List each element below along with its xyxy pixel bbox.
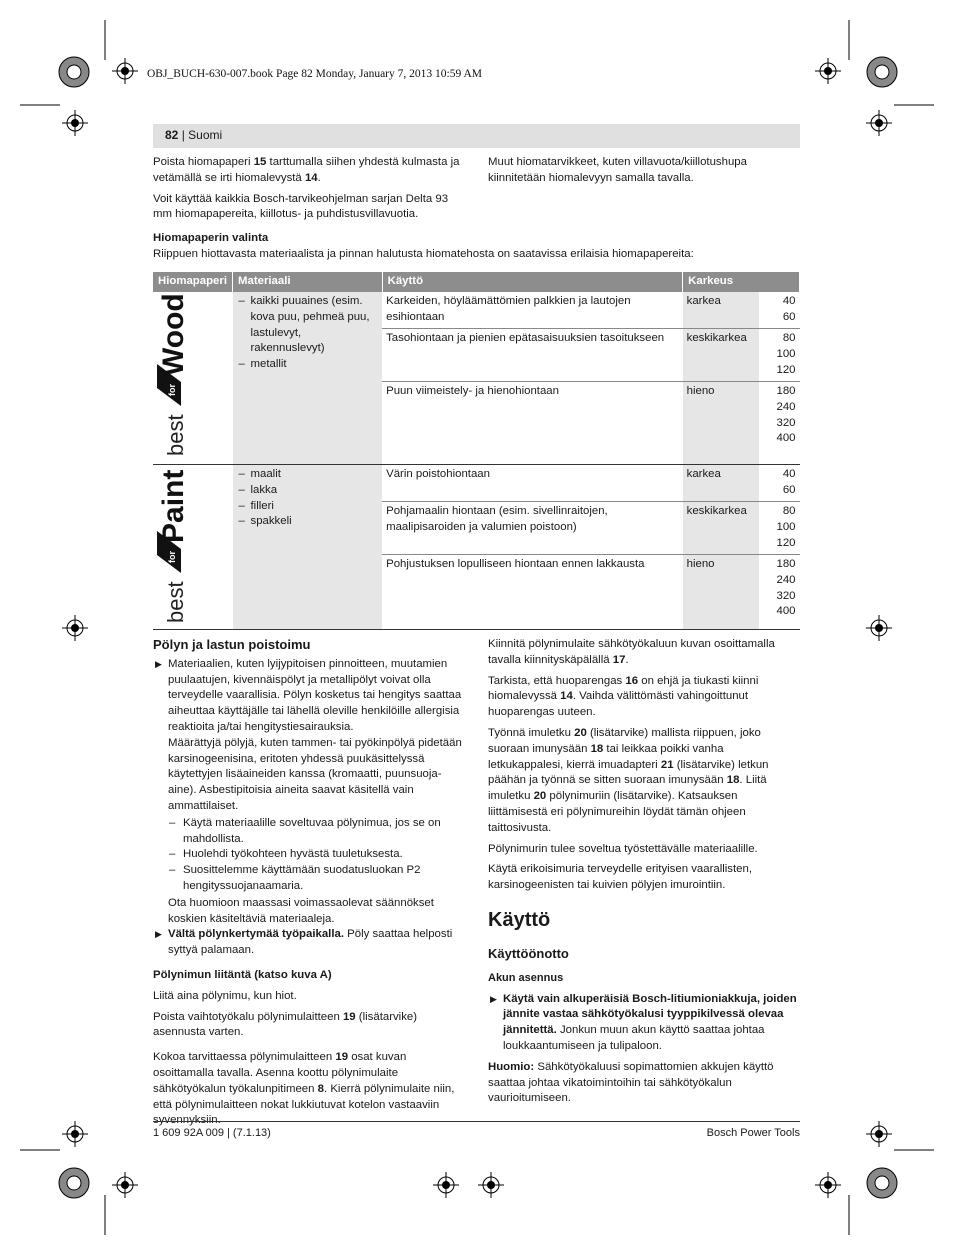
grade-cell: keskikarkea — [683, 502, 759, 555]
use-cell: Pohjustuksen lopulliseen hiontaan ennen lakkausta — [382, 555, 683, 630]
grit-cell: 80 100 120 — [759, 329, 800, 382]
table-header: Karkeus — [683, 272, 800, 292]
star-wheel-icon — [58, 1167, 90, 1199]
grit-cell: 180 240 320 400 — [759, 555, 800, 630]
materials-cell: – maalit – lakka – filleri – spakkeli — [233, 465, 383, 630]
battery-heading: Akun asennus — [488, 971, 564, 984]
section-title: Käyttö — [488, 908, 551, 931]
page-header — [153, 124, 800, 148]
registration-target-icon — [866, 110, 892, 136]
registration-target-icon — [866, 1121, 892, 1147]
grit-cell: 80 100 120 — [759, 502, 800, 555]
table-header: Käyttö — [382, 272, 683, 292]
table-row — [153, 292, 800, 329]
print-header: OBJ_BUCH-630-007.book Page 82 Monday, January 7, 2013 10:59 AM — [147, 68, 482, 80]
table-header: Materiaali — [233, 272, 383, 292]
header-separator: | — [178, 128, 189, 142]
bullet-triangle-icon: ▶ — [155, 658, 162, 669]
footer-rule — [153, 1121, 800, 1122]
page-number: 82 — [165, 128, 179, 142]
footer-doc-number: 1 609 92A 009 | (7.1.13) — [153, 1127, 271, 1139]
registration-target-icon — [62, 110, 88, 136]
grade-cell: karkea — [683, 465, 759, 502]
registration-target-icon — [62, 615, 88, 641]
grade-cell: hieno — [683, 382, 759, 465]
subsection-title: Käyttöönotto — [488, 945, 569, 961]
dust-note: Ota huomioon maassasi voimassaolevat säännökset koskien käsiteltäviä materiaaleja. — [168, 896, 434, 925]
intro-left: Poista hiomapaperi 15 tarttumalla siihen yhdestä kulmasta ja vetämällä se irti hiomalevystä 14. Voit käyttää kaikkia Bosch-tarvikeohjelman sarjan Delta 93 mm hiomapapereita, kiillotus- ja puhdistusvillavuotia. — [153, 155, 465, 228]
use-cell: Tasohiontaan ja pienien epätasaisuuksien tasoitukseen — [382, 329, 683, 382]
table-row — [153, 465, 800, 502]
best-for-wood-logo — [153, 292, 233, 465]
grade-cell: karkea — [683, 292, 759, 329]
bullet-triangle-icon: ▶ — [155, 929, 162, 940]
use-cell: Karkeiden, höyläämättömien palkkien ja lautojen esihiontaan — [382, 292, 683, 329]
grit-cell: 180 240 320 400 — [759, 382, 800, 465]
materials-cell: – kaikki puuaines (esim. kova puu, pehmeä puu, lastulevyt, rakennuslevyt) – metallit — [233, 292, 383, 465]
registration-target-icon — [112, 58, 138, 84]
grit-cell: 40 60 — [759, 465, 800, 502]
registration-target-icon — [433, 1172, 459, 1198]
left-column: Pölyn ja lastun poistoimu ▶ Materiaalien, kuten lyijypitoisen pinnoitteen, muutamien puulaatujen, kivennäispölyt ja metallipölyt voivat olla terveydelle vaarallisia. Pölyn kosketus tai hengitys saattaa aiheuttaa käyttäjälle tai lähellä oleville henkilöille allergisia reaktioita ja/tai hengitystiesairauksia. Määrättyjä pölyjä, kuten tammen- tai pyökinpölyä pidetään karsinogeenisina, eritoten yhdessä puukäsittelyssä käytettyjen lisäaineiden kanssa (kromaatti, puunsuoja-aine). Asbestipitoisia aineita saavat käsitellä vain ammattilaiset. – Käytä materiaalille soveltuvaa pölynimua, jos se on mahdollista. – Huolehdi työkohteen hyvästä tuuletuksesta. – Suosittelemme käyttämään suodatusluokan P2 hengityssuojanaamaria. Ota huomioon maassasi voimassaolevat säännökset koskien käsiteltäviä materiaaleja. ▶ Vältä pölynkertymää työpaikalla. Pöly saattaa helposti syttyä palamaan. Pölynimun liitäntä (katso kuva A) Liitä aina pölynimu, kun hiot. Poista vaihtotyökalu pölynimulaitteen 19 (lisätarvike) asennusta varten. Kokoa tarvittaessa pölynimulaitteen 19 osat kuvan osoittamalla tavalla. Asenna koottu pölynimulaite sähkötyökalun työkalunpitimeen 8. Kierrä pölynimulaite niin, että pölynimulaitteen nokat lukkiutuvat kotelon vastaaviin — [153, 637, 465, 1134]
use-cell: Värin poistohiontaan — [382, 465, 683, 502]
selection-heading: Hiomapaperin valinta — [153, 232, 269, 244]
registration-target-icon — [815, 58, 841, 84]
grade-cell: keskikarkea — [683, 329, 759, 382]
registration-target-icon — [62, 1121, 88, 1147]
dust-bullet-continued: Määrättyjä pölyjä, kuten tammen- tai pyökinpölyä pidetään karsinogeenisina, eritoten yhdessä puukäsittelyssä käytettyjen lisäaineiden kanssa (kromaatti, puunsuoja-aine). Asbestipitoisia aineita saavat käsitellä vain ammattilaiset. — [168, 736, 462, 812]
header-language: Suomi — [188, 128, 223, 142]
right-column: Kiinnitä pölynimulaite sähkötyökaluun kuvan osoittamalla tavalla kiinnityskäpälällä 17. Tarkista, että huoparengas 16 on ehjä ja tiukasti kiinni hiomalevyssä 14. Vaihda välittömästi vahingoittunut huoparengas uuteen. Työnnä imuletku 20 (lisätarvike) mallista riippuen, joko suoraan imunysään 18 tai leikkaa poikki vanha letkukappalesi, kierrä imuadapteri 21 (lisätarvike) letkun päähän ja työnnä se sitten suoraan imunysään 18. Liitä imuletku 20 pölynimuriin (lisätarvike). Katsauksen liittämisestä eri pölynimureihin löydät tämän ohjeen taittosivusta. Pölynimurin tulee soveltua työstettävälle materiaalille. Käytä erikoisimuria terveydelle erityisen vaarallisten, karsinogeenisten tai kuivien pölyjen imurointiin. Käyttö Käyttöönotto Akun asennus ▶ Käytä vain alkuperäisiä Bosch-litiumioniakkuja, joiden jännite vastaa sähkötyökalusi tyyppikilvessä olevaa jännitettä. Jonkun muun akun käyttö saattaa johtaa loukkaantumiseen ja tulipaloon. Huomio: Sähkötyökaluusi sopimattomien akkujen käyttö saattaa johtaa vikatoimintoihin tai sähkötyökalun vaurioitumiseen. — [488, 637, 800, 1112]
table-header: Hiomapaperi — [153, 272, 233, 292]
logo-for-text: for — [167, 551, 177, 563]
selection-section — [153, 231, 800, 263]
bullet-triangle-icon: ▶ — [490, 993, 497, 1004]
dust-heading: Pölyn ja lastun poistoimu — [153, 637, 311, 652]
footer-brand: Bosch Power Tools — [706, 1127, 800, 1139]
logo-for-text: for — [167, 384, 177, 396]
intro-right: Muut hiomatarvikkeet, kuten villavuota/kiillotushupa kiinnitetään hiomalevyyn samalla tavalla. — [488, 156, 747, 184]
star-wheel-icon — [866, 56, 898, 88]
intro-paragraph: Voit käyttää kaikkia Bosch-tarvikeohjelman sarjan Delta 93 mm hiomapapereita, kiillotus- ja puhdistusvillavuotia. — [153, 192, 449, 221]
table-header-row — [153, 272, 800, 292]
registration-target-icon — [478, 1172, 504, 1198]
selection-text: Riippuen hiottavasta materiaalista ja pinnan halutusta hiomatehosta on saatavissa erilaisia hiomapapereita: — [153, 247, 694, 260]
logo-best-text: best — [163, 581, 188, 623]
logo-best-text: best — [163, 414, 188, 456]
use-cell: Pohjamaalin hiontaan (esim. sivellinraitojen, maalipisaroiden ja valumien poistoon) — [382, 502, 683, 555]
grade-cell: hieno — [683, 555, 759, 630]
star-wheel-icon — [58, 56, 90, 88]
logo-word-text: Wood — [157, 293, 190, 376]
registration-target-icon — [112, 1172, 138, 1198]
registration-target-icon — [815, 1172, 841, 1198]
sanding-paper-table — [153, 272, 800, 630]
grit-cell: 40 60 — [759, 292, 800, 329]
star-wheel-icon — [866, 1167, 898, 1199]
use-cell: Puun viimeistely- ja hienohiontaan — [382, 382, 683, 465]
registration-target-icon — [866, 615, 892, 641]
dust-bullet: Materiaalien, kuten lyijypitoisen pinnoitteen, muutamien puulaatujen, kivennäispölyt ja metallipölyt voivat olla terveydelle vaarallisia. Pölyn kosketus tai hengitys saattaa aiheuttaa käyttäjälle tai lähellä oleville henkilöille allergisia reaktioita ja/tai hengitystiesairauksia. — [168, 657, 462, 733]
best-for-paint-logo — [153, 465, 233, 630]
logo-word-text: Paint — [157, 469, 190, 543]
connection-heading: Pölynimun liitäntä (katso kuva A) — [153, 968, 332, 981]
